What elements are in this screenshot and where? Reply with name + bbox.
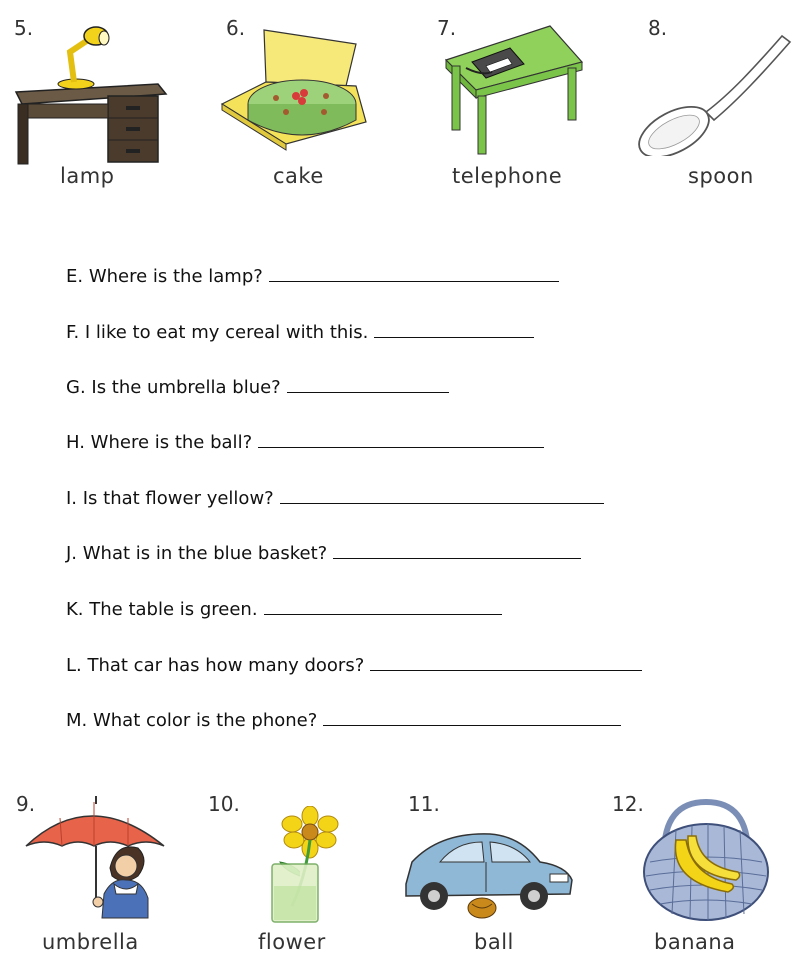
item-label-flower: flower xyxy=(258,930,326,954)
question-i xyxy=(66,488,604,509)
item-label-banana: banana xyxy=(654,930,736,954)
umbrella-girl-icon xyxy=(20,794,170,924)
answer-blank[interactable] xyxy=(264,600,502,615)
question-m xyxy=(66,710,621,731)
flower-in-glass-icon xyxy=(262,806,358,924)
question-e xyxy=(66,266,559,287)
answer-blank[interactable] xyxy=(269,267,559,282)
answer-blank[interactable] xyxy=(287,378,449,393)
item-label-ball: ball xyxy=(474,930,514,954)
spoon-icon xyxy=(634,28,794,156)
item-number-11: 11. xyxy=(408,792,440,816)
question-text: K. The table is green. xyxy=(66,599,258,620)
item-label-telephone: telephone xyxy=(452,164,563,188)
item-number-9: 9. xyxy=(16,792,36,816)
question-l xyxy=(66,655,642,676)
question-h xyxy=(66,432,544,453)
car-and-ball-icon xyxy=(400,822,580,920)
item-label-umbrella: umbrella xyxy=(42,930,139,954)
answer-blank[interactable] xyxy=(258,433,544,448)
question-text: I. Is that flower yellow? xyxy=(66,488,274,509)
item-number-8: 8. xyxy=(648,16,668,40)
item-label-lamp: lamp xyxy=(60,164,115,188)
question-text: J. What is in the blue basket? xyxy=(66,543,328,564)
answer-blank[interactable] xyxy=(323,711,621,726)
item-number-10: 10. xyxy=(208,792,240,816)
question-j xyxy=(66,543,581,564)
item-number-12: 12. xyxy=(612,792,644,816)
item-number-6: 6. xyxy=(226,16,246,40)
item-label-cake: cake xyxy=(273,164,324,188)
item-label-spoon: spoon xyxy=(688,164,754,188)
answer-blank[interactable] xyxy=(280,489,604,504)
item-number-7: 7. xyxy=(437,16,457,40)
question-f xyxy=(66,322,534,343)
banana-in-basket-icon xyxy=(636,796,776,926)
lamp-on-desk-icon xyxy=(8,22,168,172)
answer-blank[interactable] xyxy=(374,323,534,338)
question-text: H. Where is the ball? xyxy=(66,432,253,453)
telephone-on-table-icon xyxy=(442,22,588,156)
question-text: E. Where is the lamp? xyxy=(66,266,263,287)
answer-blank[interactable] xyxy=(333,544,581,559)
answer-blank[interactable] xyxy=(370,656,642,671)
question-text: M. What color is the phone? xyxy=(66,710,318,731)
question-text: F. I like to eat my cereal with this. xyxy=(66,322,369,343)
cake-in-box-icon xyxy=(216,26,376,154)
question-k xyxy=(66,599,502,620)
item-number-5: 5. xyxy=(14,16,34,40)
question-g xyxy=(66,377,449,398)
question-text: G. Is the umbrella blue? xyxy=(66,377,281,398)
question-text: L. That car has how many doors? xyxy=(66,655,365,676)
